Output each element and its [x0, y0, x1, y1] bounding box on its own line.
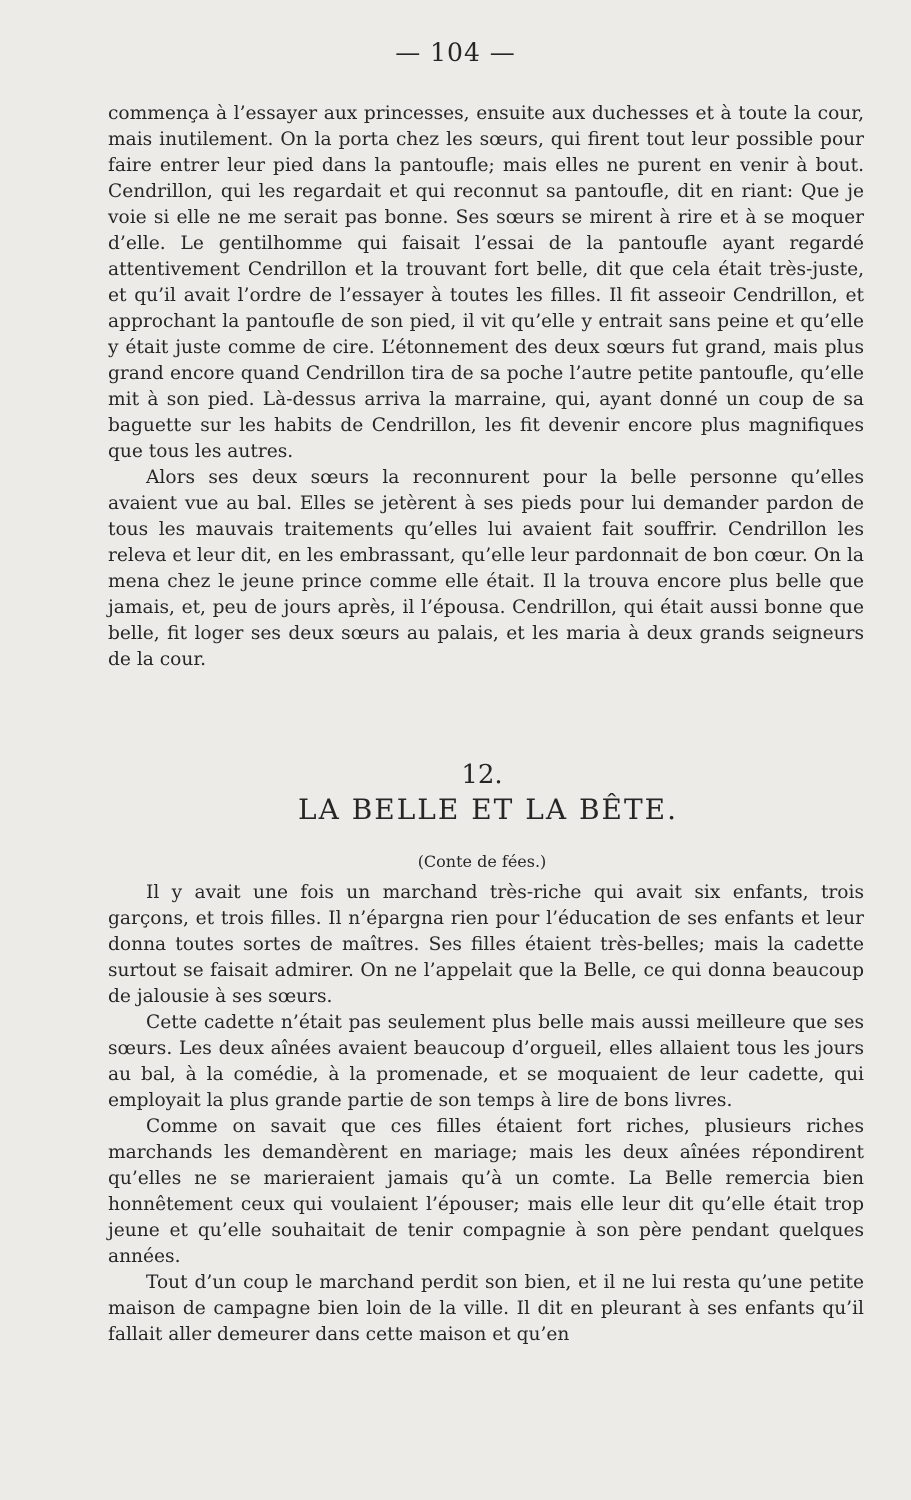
page-number: — 104 — [395, 38, 516, 67]
story-text [108, 880, 864, 1348]
chapter-subtitle: (Conte de fées.) [417, 852, 547, 871]
paragraph: Alors ses deux sœurs la reconnurent pour la belle personne qu’elles avaient vue au bal. Elles se jetèrent à ses pieds pour lui demander pardon de tous les mauvais traitements qu’elles lui avaient fait souffrir. Cendrillon les releva et leur dit, en les embrassant, qu’elle leur pardonnait de bon cœur. On la mena chez le jeune prince comme elle était. Il la trouva encore plus belle que jamais, et, peu de jours après, il l’épousa. Cendrillon, qui était aussi bonne que belle, fit loger ses deux sœurs au palais, et les maria à deux grands seigneurs de la cour. [108, 467, 864, 670]
paragraph: Cette cadette n’était pas seulement plus belle mais aussi meilleure que ses sœurs. Les deux aînées avaient beaucoup d’orgueil, elles allaient tous les jours au bal, à la comédie, à la promenade, et se moquaient de leur cadette, qui employait la plus grande partie de son temps à lire de bons livres. [108, 1012, 864, 1111]
paragraph: Tout d’un coup le marchand perdit son bien, et il ne lui resta qu’une petite maison de campagne bien loin de la ville. Il dit en pleurant à ses enfants qu’il fallait aller demeurer dans cette maison et qu’en [108, 1272, 864, 1345]
chapter-title: LA BELLE ET LA BÊTE. [297, 793, 679, 826]
paragraph: commença à l’essayer aux princesses, ensuite aux duchesses et à toute la cour, mais inutilement. On la porta chez les sœurs, qui firent tout leur possible pour faire entrer leur pied dans la pantoufle; mais elles ne purent en venir à bout. Cendrillon, qui les regardait et qui reconnut sa pantoufle, dit en riant: Que je voie si elle ne me serait pas bonne. Ses sœurs se mirent à rire et à se moquer d’elle. Le gentilhomme qui faisait l’essai de la pantoufle ayant regardé attentivement Cendrillon et la trouvant fort belle, dit que cela était très-juste, et qu’il avait l’ordre de l’essayer à toutes les filles. Il fit asseoir Cendrillon, et approchant la pantoufle de son pied, il vit qu’elle y entrait sans peine et qu’elle y était juste comme de cire. L’étonnement des deux sœurs fut grand, mais plus grand encore quand Cendrillon tira de sa poche l’autre petite pantoufle, qu’elle mit à son pied. Là-dessus arriva la marraine, qui, ayant donné un coup de sa baguette sur les habits de Cendrillon, les fit devenir encore plus magnifiques que tous les autres. [108, 103, 864, 462]
paragraph: Il y avait une fois un marchand très-riche qui avait six enfants, trois garçons, et trois filles. Il n’épargna rien pour l’éducation de ses enfants et leur donna toutes sortes de maîtres. Ses filles étaient très-belles; mais la cadette surtout se faisait admirer. On ne l’appelait que la Belle, ce qui donna beaucoup de jalousie à ses sœurs. [108, 882, 864, 1007]
cendrillon-ending [108, 101, 864, 673]
paragraph: Comme on savait que ces filles étaient fort riches, plusieurs riches marchands les demandèrent en mariage; mais les deux aînées répondirent qu’elles ne se marieraient jamais qu’à un comte. La Belle remercia bien honnêtement ceux qui voulaient l’épouser; mais elle leur dit qu’elle était trop jeune et qu’elle souhaitait de tenir compagnie à son père pendant quelques années. [108, 1116, 864, 1267]
chapter-number: 12. [461, 760, 503, 790]
